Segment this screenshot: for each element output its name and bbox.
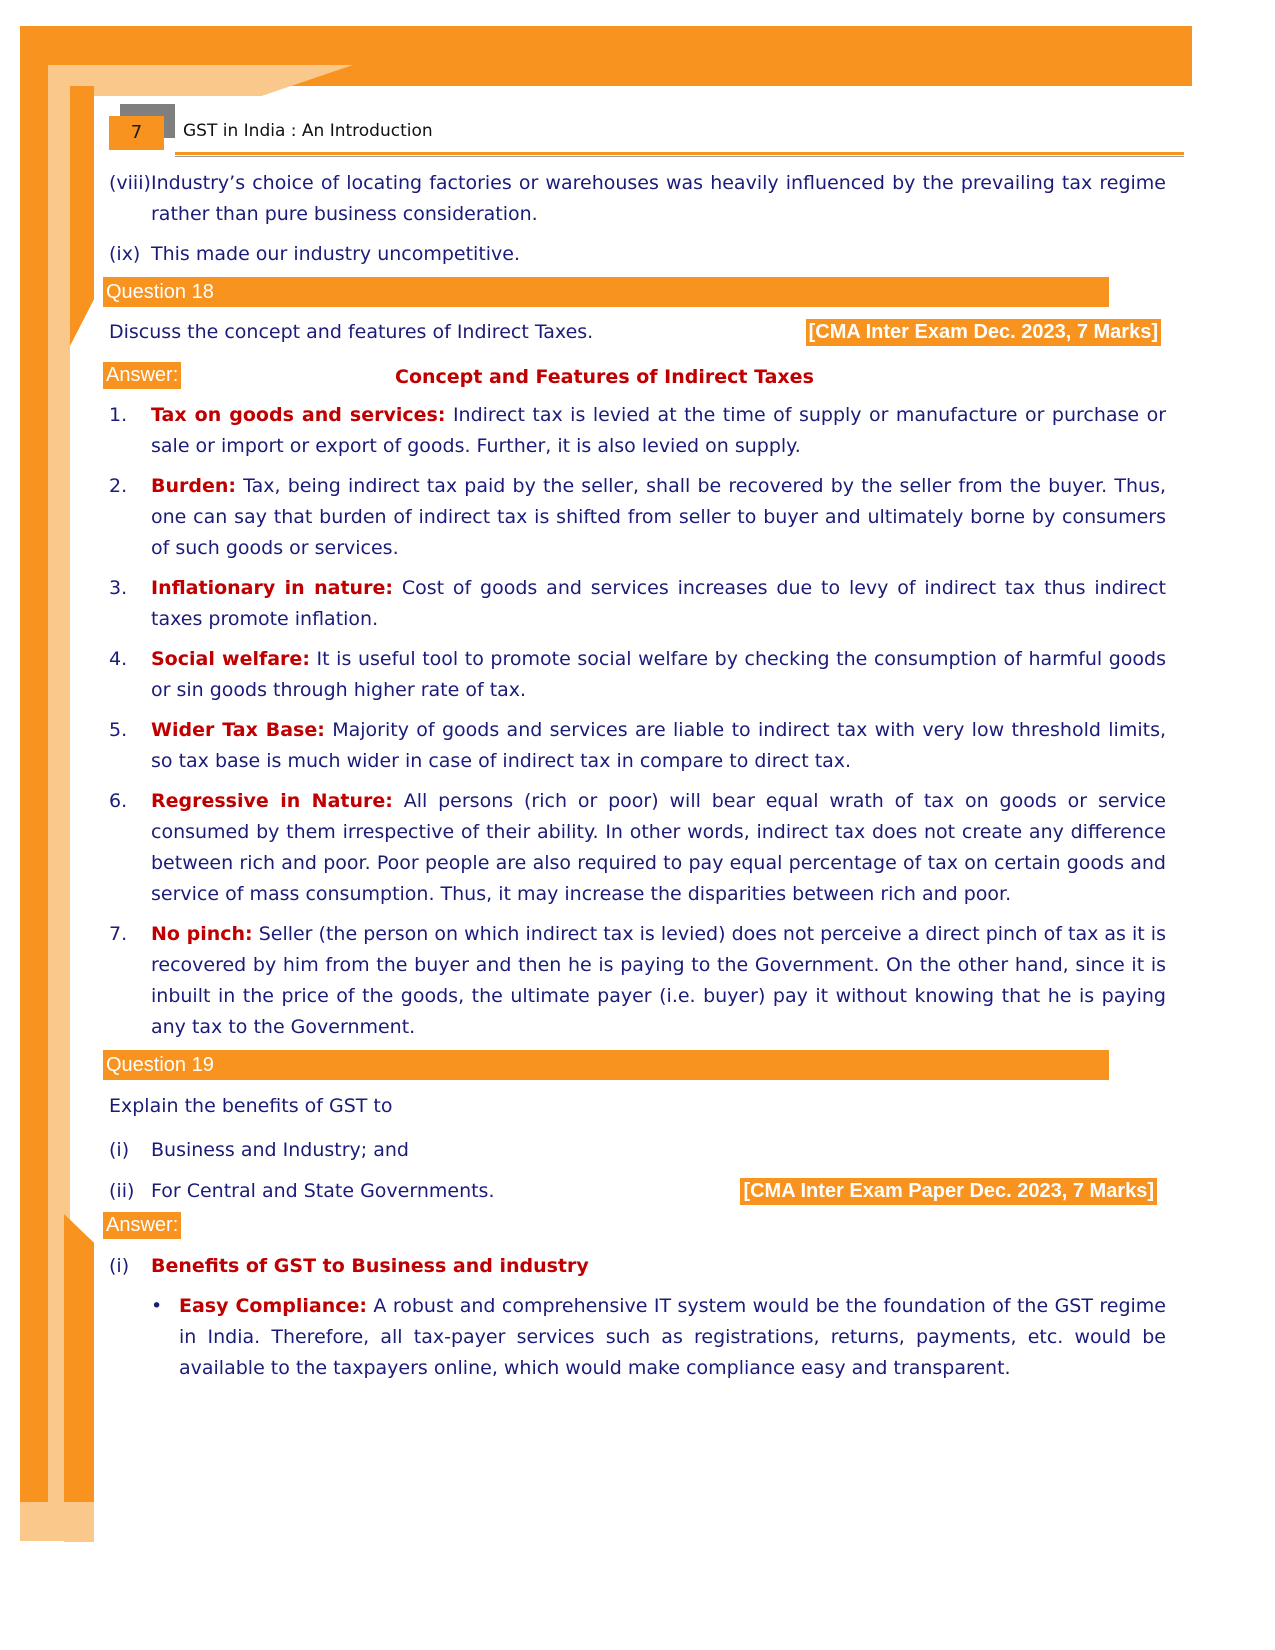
frame-bottom-outer	[20, 1502, 64, 1541]
item-text: Cost of goods and services increases due to levy of indirect tax thus indirect taxes promote inflation.	[151, 577, 1166, 630]
item-title: No pinch:	[151, 923, 253, 945]
item-text: Business and Industry; and	[151, 1139, 409, 1161]
item-title: Burden:	[151, 475, 236, 497]
bullet-text: A robust and comprehensive IT system would be the foundation of the GST regime in India. Therefore, all tax-payer services such as registrations, returns, payments, etc. would be available to the taxpayers online, which would make compliance easy and transparent.	[179, 1295, 1166, 1379]
page-content	[106, 168, 1167, 1384]
feature-item	[109, 471, 1166, 564]
item-text: Indirect tax is levied at the time of supply or manufacture or purchase or sale or import or export of goods. Further, it is also levied on supply.	[151, 404, 1167, 457]
answer-18-row	[106, 360, 1166, 392]
item-text: Tax, being indirect tax paid by the seller, shall be recovered by the seller from the buyer. Thus, one can say that burden of indirect tax is shifted from seller to buyer and ultimately borne by consumers of such goods or services.	[151, 475, 1167, 559]
benefits-section-heading	[109, 1251, 1166, 1282]
item-number: (ix)	[109, 243, 141, 265]
bullet-icon: •	[151, 1295, 163, 1317]
header-rule-thin	[175, 156, 1184, 157]
header-rule	[175, 152, 1184, 155]
frame-outer-left	[20, 26, 48, 1541]
item-number: (ii)	[109, 1180, 135, 1202]
item-number: (i)	[109, 1139, 130, 1161]
item-title: Regressive in Nature:	[151, 790, 393, 812]
item-title: Wider Tax Base:	[151, 719, 325, 741]
question-18-row	[109, 317, 1166, 348]
page-number: 7	[109, 116, 164, 150]
question-18-text: Discuss the concept and features of Indirect Taxes.	[109, 321, 594, 343]
item-title: Tax on goods and services:	[151, 404, 446, 426]
benefit-bullet	[109, 1291, 1166, 1384]
frame-left-lower	[64, 1214, 94, 1502]
item-text: This made our industry uncompetitive.	[151, 243, 521, 265]
item-number: 4.	[109, 648, 128, 670]
bullet-title: Easy Compliance:	[179, 1295, 367, 1317]
item-number: (i)	[109, 1255, 130, 1277]
feature-item	[109, 919, 1166, 1043]
item-number: 1.	[109, 404, 128, 426]
question-19-text: Explain the benefits of GST to	[109, 1095, 393, 1117]
question-18-bar: Question 18	[103, 277, 1109, 307]
item-text: All persons (rich or poor) will bear equal wrath of tax on goods or service consumed by them irrespective of their ability. In other words, indirect tax does not create any difference between rich and poor. Poor people are also required to pay equal percentage of tax on certain goods and service of mass consumption. Thus, it may increase the disparities between rich and poor.	[151, 790, 1166, 905]
question-19-reference: [CMA Inter Exam Paper Dec. 2023, 7 Marks]	[740, 1178, 1157, 1205]
item-text: Majority of goods and services are liable to indirect tax with very low threshold limits, so tax base is much wider in case of indirect tax in compare to direct tax.	[151, 719, 1167, 772]
item-text: For Central and State Governments.	[151, 1180, 495, 1202]
page-header	[109, 116, 1184, 156]
frame-left-orange-diagonal	[70, 86, 94, 346]
item-number: 3.	[109, 577, 128, 599]
feature-item	[109, 715, 1166, 777]
answer-18-label: Answer:	[103, 362, 181, 389]
question-19-sub-item	[109, 1176, 740, 1207]
item-number: (viii)	[109, 172, 151, 194]
item-number: 2.	[109, 475, 128, 497]
answer-19-label: Answer:	[103, 1212, 181, 1239]
item-text: Industry’s choice of locating factories or warehouses was heavily influenced by the prevailing tax regime rather than pure business consideration.	[151, 172, 1166, 225]
question-19-sub-item	[109, 1135, 1166, 1166]
intro-item-viii	[109, 168, 1166, 230]
item-number: 6.	[109, 790, 128, 812]
feature-item	[109, 786, 1166, 910]
answer-18-heading: Concept and Features of Indirect Taxes	[395, 366, 814, 388]
question-19-sub-item-row	[109, 1176, 1166, 1207]
item-number: 5.	[109, 719, 128, 741]
item-number: 7.	[109, 923, 128, 945]
feature-item	[109, 644, 1166, 706]
question-19-bar: Question 19	[103, 1050, 1109, 1080]
item-title: Inflationary in nature:	[151, 577, 393, 599]
feature-item	[109, 573, 1166, 635]
intro-item-ix	[109, 239, 1166, 270]
section-title: Benefits of GST to Business and industry	[151, 1255, 589, 1277]
item-text: It is useful tool to promote social welfare by checking the consumption of harmful goods or sin goods through higher rate of tax.	[151, 648, 1167, 701]
chapter-title: GST in India : An Introduction	[183, 121, 433, 141]
question-18-reference: [CMA Inter Exam Dec. 2023, 7 Marks]	[806, 319, 1161, 346]
item-title: Social welfare:	[151, 648, 310, 670]
answer-19-row	[106, 1210, 1166, 1238]
feature-item	[109, 400, 1166, 462]
item-text: Seller (the person on which indirect tax is levied) does not perceive a direct pinch of tax as it is recovered by him from the buyer and then he is paying to the Government. On the other hand, since it is inbuilt in the price of the goods, the ultimate payer (i.e. buyer) pay it without knowing that he is paying any tax to the Government.	[151, 923, 1166, 1038]
